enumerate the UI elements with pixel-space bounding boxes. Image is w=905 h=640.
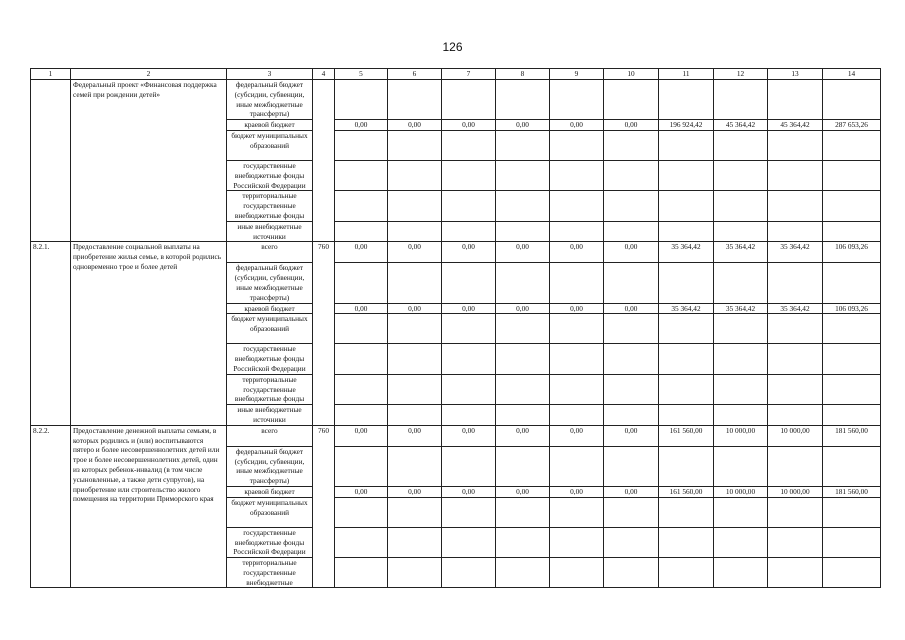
- value-cell: [659, 405, 714, 426]
- value-cell: [388, 314, 442, 344]
- value-cell: 0,00: [335, 303, 388, 314]
- value-cell: [335, 497, 388, 527]
- value-cell: [442, 405, 496, 426]
- value-cell: [335, 314, 388, 344]
- value-cell: [659, 221, 714, 242]
- value-cell: [388, 344, 442, 374]
- value-cell: [335, 191, 388, 221]
- column-header: 1: [31, 69, 71, 80]
- value-cell: [442, 191, 496, 221]
- value-cell: [604, 221, 659, 242]
- value-cell: [550, 80, 604, 120]
- budget-code: 760: [313, 242, 335, 425]
- value-cell: [604, 558, 659, 588]
- value-cell: 181 560,00: [823, 425, 881, 446]
- value-cell: [388, 221, 442, 242]
- funding-source: всего: [227, 242, 313, 263]
- value-cell: 45 364,42: [714, 120, 768, 131]
- value-cell: [768, 446, 823, 486]
- column-header-row: [31, 69, 881, 80]
- value-cell: [659, 344, 714, 374]
- value-cell: [768, 263, 823, 303]
- value-cell: [823, 314, 881, 344]
- funding-source: бюджет муниципальных образований: [227, 314, 313, 344]
- column-header: 10: [604, 69, 659, 80]
- value-cell: [442, 527, 496, 557]
- value-cell: [604, 527, 659, 557]
- value-cell: [823, 80, 881, 120]
- value-cell: 0,00: [442, 486, 496, 497]
- value-cell: [714, 191, 768, 221]
- value-cell: [496, 80, 550, 120]
- value-cell: [442, 344, 496, 374]
- column-header: 5: [335, 69, 388, 80]
- value-cell: [388, 558, 442, 588]
- value-cell: [768, 80, 823, 120]
- value-cell: [388, 446, 442, 486]
- value-cell: [604, 405, 659, 426]
- value-cell: 0,00: [442, 303, 496, 314]
- value-cell: [335, 446, 388, 486]
- value-cell: [823, 344, 881, 374]
- value-cell: 35 364,42: [768, 242, 823, 263]
- table-row: [31, 80, 881, 120]
- funding-source: иные внебюджетные источники: [227, 405, 313, 426]
- funding-source: государственные внебюджетные фонды Российской Федерации: [227, 527, 313, 557]
- value-cell: 0,00: [550, 242, 604, 263]
- section-number: [31, 80, 71, 242]
- column-header: 14: [823, 69, 881, 80]
- value-cell: [714, 446, 768, 486]
- value-cell: [823, 527, 881, 557]
- value-cell: [659, 374, 714, 404]
- value-cell: [496, 405, 550, 426]
- value-cell: [714, 314, 768, 344]
- value-cell: [659, 263, 714, 303]
- value-cell: 0,00: [604, 120, 659, 131]
- value-cell: [496, 558, 550, 588]
- funding-source: краевой бюджет: [227, 120, 313, 131]
- value-cell: [714, 374, 768, 404]
- value-cell: 10 000,00: [714, 425, 768, 446]
- column-header: 4: [313, 69, 335, 80]
- funding-source: бюджет муниципальных образований: [227, 130, 313, 160]
- value-cell: [496, 446, 550, 486]
- table-row: [31, 425, 881, 446]
- value-cell: 0,00: [442, 242, 496, 263]
- value-cell: [604, 191, 659, 221]
- value-cell: [659, 497, 714, 527]
- funding-source: федеральный бюджет (субсидии, субвенции, иные межбюджетные трансферты): [227, 80, 313, 120]
- column-header: 3: [227, 69, 313, 80]
- value-cell: [768, 314, 823, 344]
- funding-source: краевой бюджет: [227, 303, 313, 314]
- value-cell: [604, 314, 659, 344]
- value-cell: [442, 314, 496, 344]
- value-cell: [442, 221, 496, 242]
- value-cell: 0,00: [388, 486, 442, 497]
- value-cell: [768, 374, 823, 404]
- value-cell: 35 364,42: [659, 303, 714, 314]
- value-cell: [496, 221, 550, 242]
- value-cell: 0,00: [442, 120, 496, 131]
- section-name: Предоставление социальной выплаты на приобретение жилья семье, в которой родились одновременно трое и более детей: [71, 242, 227, 425]
- value-cell: 35 364,42: [659, 242, 714, 263]
- section-number: 8.2.1.: [31, 242, 71, 425]
- value-cell: 0,00: [496, 303, 550, 314]
- value-cell: [768, 497, 823, 527]
- value-cell: 106 093,26: [823, 242, 881, 263]
- value-cell: [442, 80, 496, 120]
- value-cell: 35 364,42: [768, 303, 823, 314]
- value-cell: 0,00: [604, 486, 659, 497]
- value-cell: 0,00: [442, 425, 496, 446]
- value-cell: [714, 80, 768, 120]
- value-cell: [823, 374, 881, 404]
- budget-table: [30, 68, 881, 588]
- value-cell: 0,00: [496, 486, 550, 497]
- value-cell: 10 000,00: [714, 486, 768, 497]
- value-cell: [714, 497, 768, 527]
- value-cell: 196 924,42: [659, 120, 714, 131]
- value-cell: [550, 446, 604, 486]
- value-cell: [335, 558, 388, 588]
- budget-code: [313, 80, 335, 242]
- value-cell: [335, 527, 388, 557]
- value-cell: 0,00: [335, 486, 388, 497]
- value-cell: [550, 558, 604, 588]
- value-cell: 0,00: [335, 425, 388, 446]
- value-cell: [768, 405, 823, 426]
- value-cell: [496, 191, 550, 221]
- funding-source: территориальные государственные внебюджетные фонды: [227, 191, 313, 221]
- value-cell: [335, 130, 388, 160]
- value-cell: [768, 527, 823, 557]
- value-cell: [714, 527, 768, 557]
- value-cell: [823, 497, 881, 527]
- value-cell: [823, 263, 881, 303]
- value-cell: [768, 221, 823, 242]
- value-cell: [823, 160, 881, 190]
- value-cell: [550, 527, 604, 557]
- value-cell: [550, 405, 604, 426]
- budget-code: 760: [313, 425, 335, 588]
- value-cell: [335, 374, 388, 404]
- value-cell: [442, 263, 496, 303]
- value-cell: 0,00: [550, 303, 604, 314]
- value-cell: 161 560,00: [659, 425, 714, 446]
- value-cell: [388, 80, 442, 120]
- value-cell: [714, 558, 768, 588]
- column-header: 7: [442, 69, 496, 80]
- value-cell: [442, 374, 496, 404]
- value-cell: [550, 160, 604, 190]
- value-cell: 10 000,00: [768, 425, 823, 446]
- value-cell: [823, 221, 881, 242]
- value-cell: [659, 191, 714, 221]
- value-cell: [550, 263, 604, 303]
- funding-source: государственные внебюджетные фонды Российской Федерации: [227, 160, 313, 190]
- value-cell: [659, 446, 714, 486]
- funding-source: бюджет муниципальных образований: [227, 497, 313, 527]
- value-cell: 0,00: [496, 242, 550, 263]
- value-cell: [388, 405, 442, 426]
- value-cell: [604, 497, 659, 527]
- value-cell: [442, 558, 496, 588]
- value-cell: 0,00: [335, 120, 388, 131]
- value-cell: 35 364,42: [714, 303, 768, 314]
- value-cell: [496, 344, 550, 374]
- value-cell: 0,00: [550, 486, 604, 497]
- value-cell: 0,00: [388, 120, 442, 131]
- value-cell: 0,00: [604, 242, 659, 263]
- value-cell: [604, 344, 659, 374]
- value-cell: [604, 446, 659, 486]
- value-cell: [550, 374, 604, 404]
- value-cell: [442, 130, 496, 160]
- value-cell: 45 364,42: [768, 120, 823, 131]
- value-cell: [550, 314, 604, 344]
- column-header: 13: [768, 69, 823, 80]
- funding-source: территориальные государственные внебюджетные фонды: [227, 374, 313, 404]
- value-cell: [659, 558, 714, 588]
- value-cell: [604, 130, 659, 160]
- funding-source: государственные внебюджетные фонды Российской Федерации: [227, 344, 313, 374]
- value-cell: [604, 80, 659, 120]
- value-cell: [496, 497, 550, 527]
- value-cell: [659, 80, 714, 120]
- funding-source: всего: [227, 425, 313, 446]
- value-cell: [714, 405, 768, 426]
- value-cell: [768, 130, 823, 160]
- value-cell: [659, 527, 714, 557]
- value-cell: [714, 130, 768, 160]
- value-cell: [823, 130, 881, 160]
- funding-source: федеральный бюджет (субсидии, субвенции, иные межбюджетные трансферты): [227, 446, 313, 486]
- funding-source: территориальные государственные внебюджетные: [227, 558, 313, 588]
- column-header: 9: [550, 69, 604, 80]
- value-cell: 10 000,00: [768, 486, 823, 497]
- value-cell: [768, 344, 823, 374]
- value-cell: [659, 160, 714, 190]
- value-cell: [823, 558, 881, 588]
- value-cell: 0,00: [388, 303, 442, 314]
- value-cell: [496, 314, 550, 344]
- value-cell: [496, 527, 550, 557]
- value-cell: 287 653,26: [823, 120, 881, 131]
- value-cell: [550, 221, 604, 242]
- value-cell: [335, 160, 388, 190]
- value-cell: [496, 160, 550, 190]
- value-cell: 0,00: [388, 425, 442, 446]
- value-cell: [335, 221, 388, 242]
- value-cell: 35 364,42: [714, 242, 768, 263]
- value-cell: [550, 191, 604, 221]
- column-header: 2: [71, 69, 227, 80]
- column-header: 12: [714, 69, 768, 80]
- value-cell: [335, 405, 388, 426]
- column-header: 8: [496, 69, 550, 80]
- value-cell: [388, 497, 442, 527]
- value-cell: [714, 263, 768, 303]
- value-cell: [442, 497, 496, 527]
- value-cell: 161 560,00: [659, 486, 714, 497]
- page-number: 126: [442, 40, 463, 54]
- value-cell: [388, 374, 442, 404]
- value-cell: [335, 80, 388, 120]
- value-cell: 106 093,26: [823, 303, 881, 314]
- value-cell: 181 560,00: [823, 486, 881, 497]
- value-cell: 0,00: [550, 120, 604, 131]
- value-cell: [442, 160, 496, 190]
- section-name: Федеральный проект «Финансовая поддержка семей при рождении детей»: [71, 80, 227, 242]
- value-cell: [659, 130, 714, 160]
- value-cell: [388, 263, 442, 303]
- value-cell: [714, 344, 768, 374]
- column-header: 11: [659, 69, 714, 80]
- value-cell: [604, 160, 659, 190]
- value-cell: [714, 160, 768, 190]
- value-cell: [604, 374, 659, 404]
- value-cell: [388, 130, 442, 160]
- value-cell: 0,00: [604, 303, 659, 314]
- funding-source: федеральный бюджет (субсидии, субвенции, иные межбюджетные трансферты): [227, 263, 313, 303]
- section-name: Предоставление денежной выплаты семьям, в которых родились и (или) воспитываются пятеро и более несовершеннолетних детей или трое и более несовершеннолетних детей, один из которых ребенок-инвалид (в том числе усыновленные, а также дети супругов), на приобретение или строительство жилого помещения на территории Приморского края: [71, 425, 227, 588]
- value-cell: [550, 497, 604, 527]
- value-cell: [823, 446, 881, 486]
- funding-source: иные внебюджетные источники: [227, 221, 313, 242]
- value-cell: [496, 130, 550, 160]
- value-cell: 0,00: [604, 425, 659, 446]
- section-number: 8.2.2.: [31, 425, 71, 588]
- value-cell: [550, 344, 604, 374]
- value-cell: [496, 374, 550, 404]
- value-cell: [335, 263, 388, 303]
- value-cell: [335, 344, 388, 374]
- value-cell: [388, 191, 442, 221]
- value-cell: [388, 527, 442, 557]
- value-cell: [823, 405, 881, 426]
- value-cell: 0,00: [335, 242, 388, 263]
- value-cell: [496, 263, 550, 303]
- value-cell: [604, 263, 659, 303]
- value-cell: [768, 558, 823, 588]
- value-cell: 0,00: [388, 242, 442, 263]
- value-cell: [442, 446, 496, 486]
- value-cell: [659, 314, 714, 344]
- column-header: 6: [388, 69, 442, 80]
- table-row: [31, 242, 881, 263]
- value-cell: [823, 191, 881, 221]
- value-cell: [714, 221, 768, 242]
- value-cell: 0,00: [550, 425, 604, 446]
- value-cell: [550, 130, 604, 160]
- value-cell: [388, 160, 442, 190]
- value-cell: 0,00: [496, 120, 550, 131]
- value-cell: [768, 160, 823, 190]
- value-cell: [768, 191, 823, 221]
- value-cell: 0,00: [496, 425, 550, 446]
- funding-source: краевой бюджет: [227, 486, 313, 497]
